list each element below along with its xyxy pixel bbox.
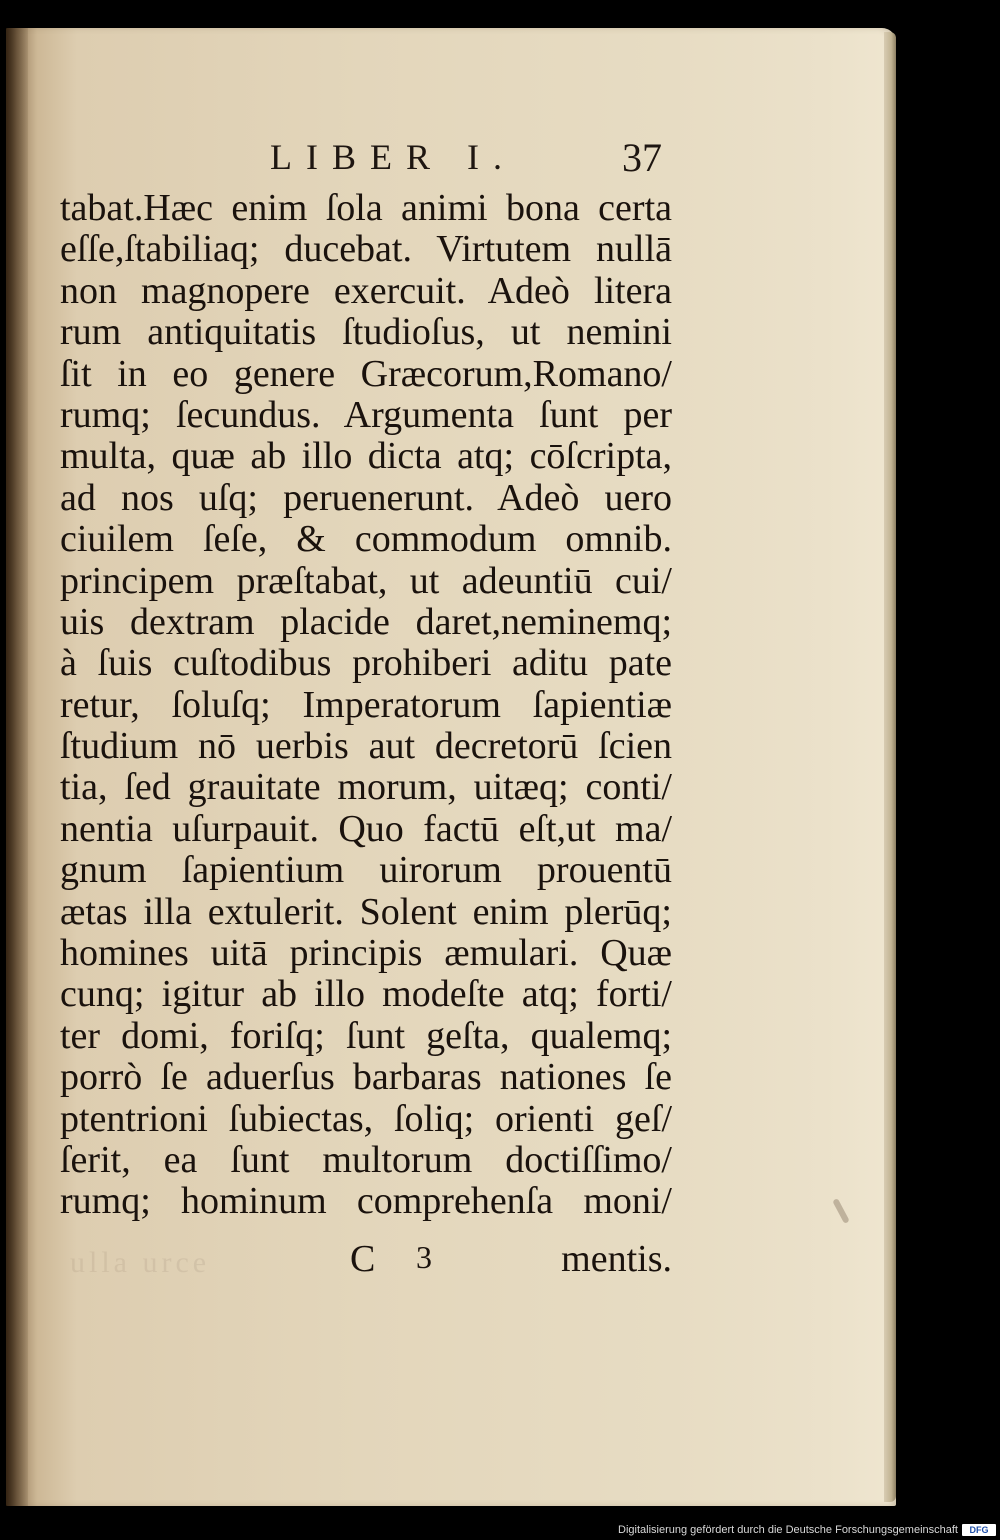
- text-line: ſerit, ea ſunt multorum doctiſſimo/: [60, 1138, 672, 1181]
- page-edge: [884, 32, 896, 1502]
- running-head: [270, 136, 670, 180]
- page-number: 37: [622, 135, 662, 180]
- text-line: ptentrioni ſubiectas, ſoliq; orienti geſ/: [60, 1097, 672, 1140]
- text-line: nentia uſurpauit. Quo factū eſt,ut ma/: [60, 807, 672, 850]
- text-line: homines uitā principis æmulari. Quæ: [60, 932, 672, 975]
- text-line: gnum ſapientium uirorum prouentū: [60, 849, 672, 892]
- text-line: uis dextram placide daret,neminemq;: [60, 600, 672, 643]
- text-line: tabat.Hæc enim ſola animi bona certa: [60, 187, 672, 229]
- text-line: rum antiquitatis ſtudioſus, ut nemini: [60, 311, 672, 354]
- text-line: ſit in eo genere Græcorum,Romano/: [60, 352, 672, 395]
- text-line: ætas illa extulerit. Solent enim plerūq;: [60, 890, 672, 933]
- text-line: principem præſtabat, ut adeuntiū cui/: [60, 559, 672, 602]
- running-title: LIBER I.: [270, 137, 516, 177]
- text-line: tia, ſed grauitate morum, uitæq; conti/: [60, 766, 672, 809]
- signature-mark: C: [350, 1238, 376, 1280]
- bleed-through-text: ulla urce: [70, 1246, 211, 1279]
- text-line: cunq; igitur ab illo modeſte atq; forti/: [60, 973, 672, 1016]
- text-line: retur, ſoluſq; Imperatorum ſapientiæ: [60, 683, 672, 726]
- signature-number: 3: [416, 1239, 432, 1275]
- body-text: [60, 188, 672, 1223]
- text-line: multa, quæ ab illo dicta atq; cōſcripta,: [60, 435, 672, 478]
- text-line: ter domi, foriſq; ſunt geſta, qualemq;: [60, 1014, 672, 1057]
- text-line: non magnopere exercuit. Adeò litera: [60, 269, 672, 312]
- credit-bar: [606, 1520, 1000, 1540]
- text-line: ad nos uſq; peruenerunt. Adeò uero: [60, 476, 672, 519]
- binding-gutter: [6, 28, 28, 1506]
- text-line: rumq; hominum comprehenſa moni/: [60, 1180, 672, 1223]
- text-line: ſtudium nō uerbis aut decretorū ſcien: [60, 725, 672, 768]
- text-line: eſſe,ſtabiliaq; ducebat. Virtutem nullā: [60, 228, 672, 271]
- catchword: mentis.: [561, 1238, 672, 1280]
- funding-credit: Digitalisierung gefördert durch die Deutsche Forschungsgemeinschaft: [618, 1524, 958, 1536]
- text-line: ciuilem ſeſe, & commodum omnib.: [60, 518, 672, 561]
- text-line: rumq; ſecundus. Argumenta ſunt per: [60, 393, 672, 436]
- text-line: porrò ſe aduerſus barbaras nationes ſe: [60, 1056, 672, 1099]
- text-line: à ſuis cuſtodibus prohiberi aditu pate: [60, 642, 672, 685]
- page-footer: [60, 1237, 672, 1281]
- dfg-logo-icon[interactable]: DFG: [962, 1524, 996, 1536]
